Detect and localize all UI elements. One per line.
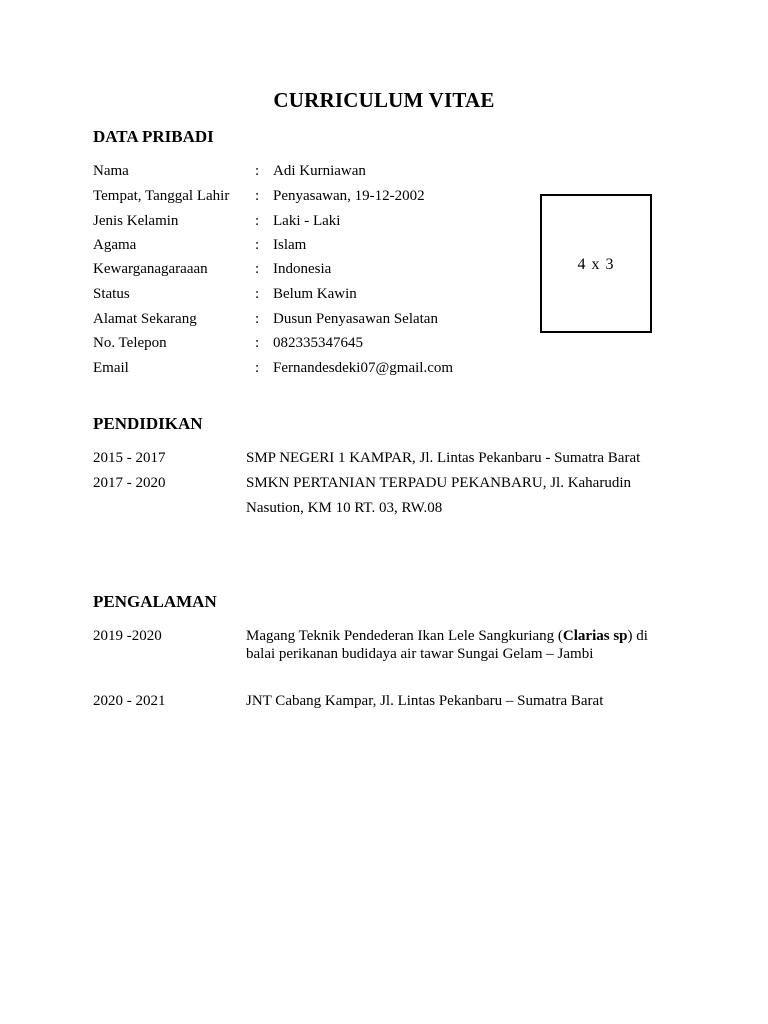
species-name: Clarias sp (562, 628, 628, 644)
row-value: Penyasawan, 19-12-2002 (273, 188, 425, 204)
row-label: Jenis Kelamin (93, 213, 179, 229)
row-label: Alamat Sekarang (93, 311, 197, 327)
row-value: Adi Kurniawan (273, 163, 366, 179)
row-separator: : (255, 286, 260, 302)
experience-description (246, 692, 671, 710)
section-heading-pengalaman: PENGALAMAN (93, 592, 217, 611)
row-label: Email (93, 360, 129, 376)
section-heading-data-pribadi: DATA PRIBADI (93, 127, 214, 146)
row-label: Kewarganagaraaan (93, 261, 208, 277)
experience-description-text: ) di balai perikanan budidaya air tawar Sungai Gelam – Jambi (246, 628, 648, 662)
row-separator: : (255, 261, 260, 277)
row-value: Laki - Laki (273, 213, 341, 229)
education-description (246, 449, 671, 467)
section-heading-pendidikan: PENDIDIKAN (93, 414, 203, 433)
experience-year: 2020 - 2021 (93, 693, 166, 709)
row-separator: : (255, 360, 260, 376)
row-separator: : (255, 237, 260, 253)
experience-description-text: Magang Teknik Pendederan Ikan Lele Sangkuriang ( (246, 628, 563, 644)
row-label: Status (93, 286, 130, 302)
row-separator: : (255, 188, 260, 204)
experience-year: 2019 -2020 (93, 628, 162, 644)
row-value: Indonesia (273, 261, 332, 277)
education-year: 2017 - 2020 (93, 475, 166, 491)
row-separator: : (255, 163, 260, 179)
row-separator: : (255, 335, 260, 351)
experience-description (246, 627, 676, 663)
photo-size-label: 4 x 3 (577, 256, 615, 273)
education-year: 2015 - 2017 (93, 450, 166, 466)
row-value: Dusun Penyasawan Selatan (273, 311, 438, 327)
education-description-line: SMKN PERTANIAN TERPADU PEKANBARU, Jl. Kaharudin (246, 475, 632, 491)
row-separator: : (255, 213, 260, 229)
row-value: 082335347645 (273, 335, 363, 351)
experience-description-text: JNT Cabang Kampar, Jl. Lintas Pekanbaru – Sumatra Barat (246, 693, 604, 709)
row-separator: : (255, 311, 260, 327)
education-description-line: Nasution, KM 10 RT. 03, RW.08 (246, 500, 443, 516)
photo-placeholder (540, 194, 652, 333)
document-title: CURRICULUM VITAE (273, 88, 495, 112)
row-value: Belum Kawin (273, 286, 357, 302)
row-value: Islam (273, 237, 307, 253)
education-description-line: SMP NEGERI 1 KAMPAR, Jl. Lintas Pekanbaru - Sumatra Barat (246, 450, 641, 466)
row-label: No. Telepon (93, 335, 167, 351)
row-label: Nama (93, 163, 129, 179)
education-description (246, 471, 671, 521)
row-label: Tempat, Tanggal Lahir (93, 188, 230, 204)
row-value: Fernandesdeki07@gmail.com (273, 360, 454, 376)
row-label: Agama (93, 237, 137, 253)
